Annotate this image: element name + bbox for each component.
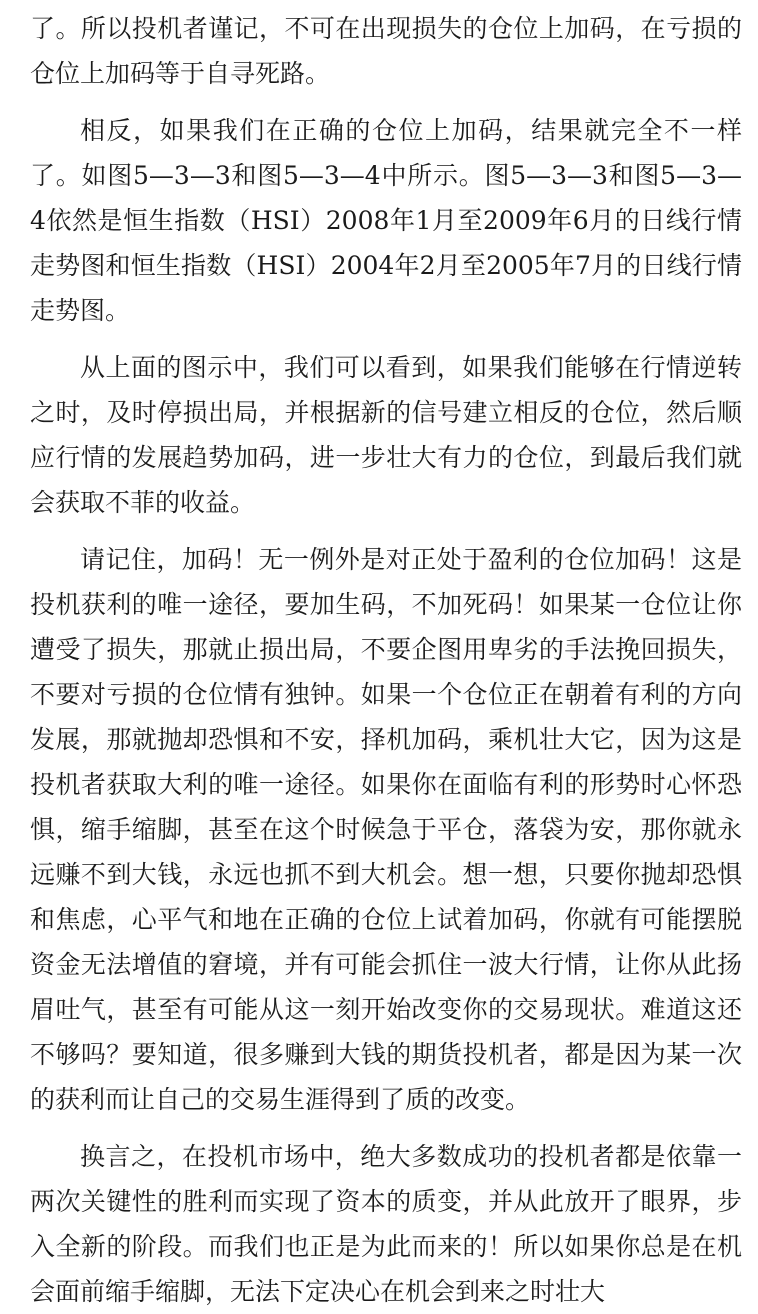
paragraph-2: 相反，如果我们在正确的仓位上加码，结果就完全不一样了。如图5—3—3和图5—3—4中所示。图5—3—3和图5—3—4依然是恒生指数（HSI）2008年1月至2009年6月的日线行情走势图和恒生指数（HSI）2004年2月至2005年7月的日线行情走势图。 [30, 116, 742, 325]
paragraph-1: 了。所以投机者谨记，不可在出现损失的仓位上加码，在亏损的仓位上加码等于自寻死路。 [30, 14, 742, 88]
paragraph-3: 从上面的图示中，我们可以看到，如果我们能够在行情逆转之时，及时停损出局，并根据新的信号建立相反的仓位，然后顺应行情的发展趋势加码，进一步壮大有力的仓位，到最后我们就会获取不菲的收益。 [30, 353, 742, 517]
document-page [30, 6, 742, 1314]
paragraph-4: 请记住，加码！无一例外是对正处于盈利的仓位加码！这是投机获利的唯一途径，要加生码，不加死码！如果某一仓位让你遭受了损失，那就止损出局，不要企图用卑劣的手法挽回损失，不要对亏损的仓位情有独钟。如果一个仓位正在朝着有利的方向发展，那就抛却恐惧和不安，择机加码，乘机壮大它，因为这是投机者获取大利的唯一途径。如果你在面临有利的形势时心怀恐惧，缩手缩脚，甚至在这个时候急于平仓，落袋为安，那你就永远赚不到大钱，永远也抓不到大机会。想一想，只要你抛却恐惧和焦虑，心平气和地在正确的仓位上试着加码，你就有可能摆脱资金无法增值的窘境，并有可能会抓住一波大行情，让你从此扬眉吐气，甚至有可能从这一刻开始改变你的交易现状。难道这还不够吗？要知道，很多赚到大钱的期货投机者，都是因为某一次的获利而让自己的交易生涯得到了质的改变。 [30, 545, 742, 1114]
paragraph-5: 换言之，在投机市场中，绝大多数成功的投机者都是依靠一两次关键性的胜利而实现了资本的质变，并从此放开了眼界，步入全新的阶段。而我们也正是为此而来的！所以如果你总是在机会面前缩手缩脚，无法下定决心在机会到来之时壮大 [30, 1142, 742, 1306]
